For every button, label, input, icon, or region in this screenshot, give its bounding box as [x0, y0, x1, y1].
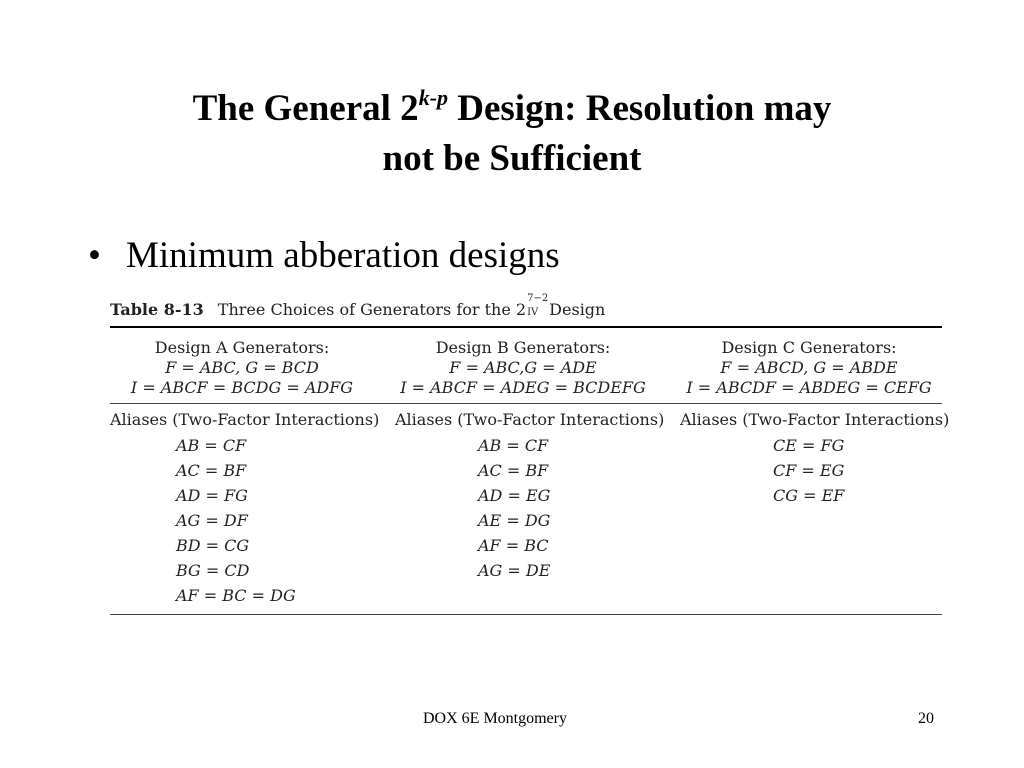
table-bottom-rule — [110, 614, 942, 615]
alias-item: BG = CD — [176, 561, 250, 580]
alias-item: AD = FG — [176, 486, 248, 505]
alias-item: AF = BC = DG — [176, 586, 296, 605]
table-header-rule — [110, 403, 942, 404]
footer-source: DOX 6E Montgomery — [423, 710, 567, 727]
design-c-generators — [676, 338, 942, 398]
design-c-aliases-header: Aliases (Two-Factor Interactions) — [680, 410, 950, 429]
table-top-rule — [110, 326, 942, 328]
caption-base: 2 — [515, 300, 527, 319]
alias-item: AG = DF — [176, 511, 248, 530]
alias-item: AC = BF — [478, 461, 549, 480]
design-c-header: Design C Generators: — [721, 338, 897, 357]
alias-item: AF = BC — [478, 536, 549, 555]
design-a-generator-eqs: F = ABC, G = BCD — [165, 358, 319, 377]
design-b-aliases-header: Aliases (Two-Factor Interactions) — [395, 410, 665, 429]
design-a-aliases-header: Aliases (Two-Factor Interactions) — [110, 410, 380, 429]
alias-item: AG = DE — [478, 561, 551, 580]
design-b-generators — [392, 338, 654, 398]
design-b-generator-eqs: F = ABC,G = ADE — [449, 358, 597, 377]
design-c-aliases — [773, 436, 844, 511]
bullet-text: Minimum abberation designs — [126, 235, 560, 276]
alias-item: CE = FG — [773, 436, 845, 455]
title-prefix: The General 2 — [192, 88, 419, 129]
table-caption — [110, 293, 606, 319]
design-a-aliases — [176, 436, 296, 611]
design-a-header: Design A Generators: — [154, 338, 330, 357]
caption-supsub — [526, 293, 549, 319]
title-line1-rest: Design: Resolution may — [448, 88, 832, 129]
design-a-defining-relation: I = ABCF = BCDG = ADFG — [130, 378, 354, 397]
bullet-item — [88, 234, 560, 277]
design-c-column — [676, 338, 950, 505]
alias-item: AB = CF — [176, 436, 247, 455]
caption-text: Three Choices of Generators for the — [217, 300, 516, 319]
alias-item: AC = BF — [176, 461, 247, 480]
bullet-symbol: • — [88, 235, 101, 276]
alias-item: CG = EF — [773, 486, 845, 505]
design-a-column — [110, 338, 380, 605]
alias-item: AD = EG — [478, 486, 551, 505]
title-line2: not be Sufficient — [382, 138, 642, 179]
design-b-defining-relation: I = ABCF = ADEG = BCDEFG — [400, 378, 646, 397]
slide-title — [0, 84, 1024, 184]
alias-item: AB = CF — [478, 436, 549, 455]
design-b-column — [392, 338, 665, 580]
title-superscript: k-p — [418, 85, 449, 110]
caption-end: Design — [544, 300, 606, 319]
caption-sub: IV — [527, 307, 539, 318]
design-b-aliases — [478, 436, 550, 586]
design-c-defining-relation: I = ABCDF = ABDEG = CEFG — [686, 378, 932, 397]
caption-sup: 7−2 — [527, 293, 549, 304]
alias-item: CF = EG — [773, 461, 845, 480]
alias-item: AE = DG — [478, 511, 551, 530]
table-number: Table 8-13 — [110, 300, 204, 319]
alias-item: BD = CG — [176, 536, 250, 555]
design-b-header: Design B Generators: — [435, 338, 611, 357]
design-c-generator-eqs: F = ABCD, G = ABDE — [720, 358, 898, 377]
page-number: 20 — [918, 710, 934, 727]
design-a-generators — [110, 338, 374, 398]
